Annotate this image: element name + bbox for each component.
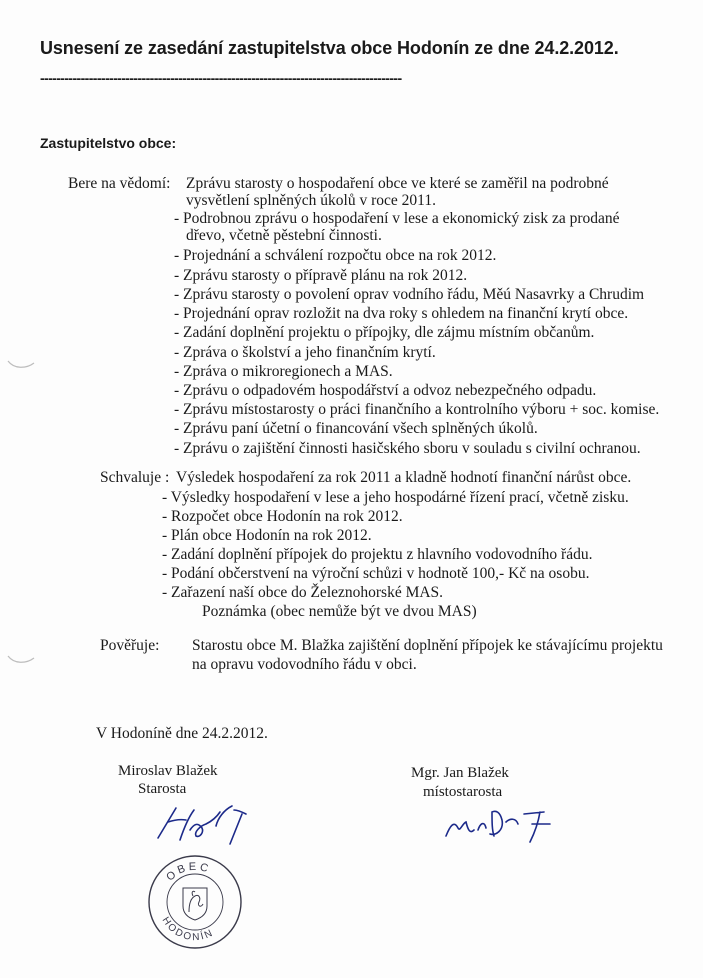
bere-item: - Zpráva o školství a jeho finančním krytí. xyxy=(174,344,436,361)
schvaluje-label: Schvaluje : xyxy=(100,469,170,486)
margin-mark xyxy=(6,650,36,670)
schvaluje-first-line: Výsledek hospodaření za rok 2011 a kladně hodnotí finanční nárůst obce. xyxy=(176,469,632,486)
signatory2-role: místostarosta xyxy=(423,784,503,800)
document-title: Usnesení ze zasedání zastupitelstva obce Hodonín ze dne 24.2.2012. xyxy=(40,38,619,58)
title-separator: ----------------------------------------------------------------------------------------- xyxy=(40,70,402,86)
bere-first-line: Zprávu starosty o hospodaření obce ve které se zaměřil na podrobné xyxy=(186,175,609,192)
stamp-text-bottom: HODONÍN xyxy=(159,915,216,944)
stamp-text-top: OBEC xyxy=(164,860,213,884)
schvaluje-item: - Plán obce Hodonín na rok 2012. xyxy=(162,527,372,544)
bere-item: - Podrobnou zprávu o hospodaření v lese a ekonomický zisk za prodané xyxy=(174,210,620,227)
bere-first-line-cont: vysvětlení splněných úkolů v roce 2011. xyxy=(186,192,436,209)
signatory1-role: Starosta xyxy=(138,781,187,797)
schvaluje-item: - Podání občerstvení na výroční schůzi v hodnotě 100,- Kč na osobu. xyxy=(162,565,590,582)
margin-mark xyxy=(6,355,36,375)
schvaluje-item: - Zadání doplnění přípojek do projektu z hlavního vodovodního řádu. xyxy=(162,546,593,563)
signatory2-name: Mgr. Jan Blažek xyxy=(411,765,509,781)
bere-item: - Zpráva o mikroregionech a MAS. xyxy=(174,363,393,380)
schvaluje-note: Poznámka (obec nemůže být ve dvou MAS) xyxy=(202,603,477,620)
bere-item-cont: dřevo, včetně pěstební činnosti. xyxy=(186,227,382,244)
schvaluje-item: - Rozpočet obce Hodonín na rok 2012. xyxy=(162,508,403,525)
bere-item: - Projednání a schválení rozpočtu obce na rok 2012. xyxy=(174,247,497,264)
bere-item: - Zprávu paní účetní o financování všech splněných úkolů. xyxy=(174,420,538,437)
bere-item: - Zadání doplnění projektu o přípojky, dle zájmu místním občanům. xyxy=(174,324,595,341)
schvaluje-item: - Výsledky hospodaření v lese a jeho hospodárné řízení prací, včetně zisku. xyxy=(162,489,629,506)
section-heading: Zastupitelstvo obce: xyxy=(40,135,177,151)
municipal-stamp xyxy=(145,852,245,952)
poveruje-line: Starostu obce M. Blažka zajištění doplnění přípojek ke stávajícímu projektu xyxy=(192,637,663,654)
poveruje-label: Pověřuje: xyxy=(100,637,160,654)
signature-mistostarosta xyxy=(440,800,570,845)
bere-item: - Zprávu o zajištění činnosti hasičského sboru v souladu s civilní ochranou. xyxy=(174,440,641,457)
signatory1-name: Miroslav Blažek xyxy=(118,763,218,779)
schvaluje-item: - Zařazení naší obce do Železnohorské MAS. xyxy=(162,584,444,601)
bere-item: - Zprávu starosty o přípravě plánu na rok 2012. xyxy=(174,267,468,284)
bere-item: - Projednání oprav rozložit na dva roky s ohledem na finanční krytí obce. xyxy=(174,305,629,322)
date-line: V Hodoníně dne 24.2.2012. xyxy=(96,725,268,742)
bere-label: Bere na vědomí: xyxy=(68,175,171,192)
poveruje-line: na opravu vodovodního řádu v obci. xyxy=(192,656,417,673)
bere-item: - Zprávu o odpadovém hospodářství a odvoz nebezpečného odpadu. xyxy=(174,382,597,399)
bere-item: - Zprávu starosty o povolení oprav vodního řádu, Měú Nasavrky a Chrudim xyxy=(174,286,645,303)
signature-starosta xyxy=(150,800,260,850)
svg-text:OBEC xyxy=(164,861,212,884)
bere-item: - Zprávu místostarosty o práci finančního a kontrolního výboru + soc. komise. xyxy=(174,401,660,418)
